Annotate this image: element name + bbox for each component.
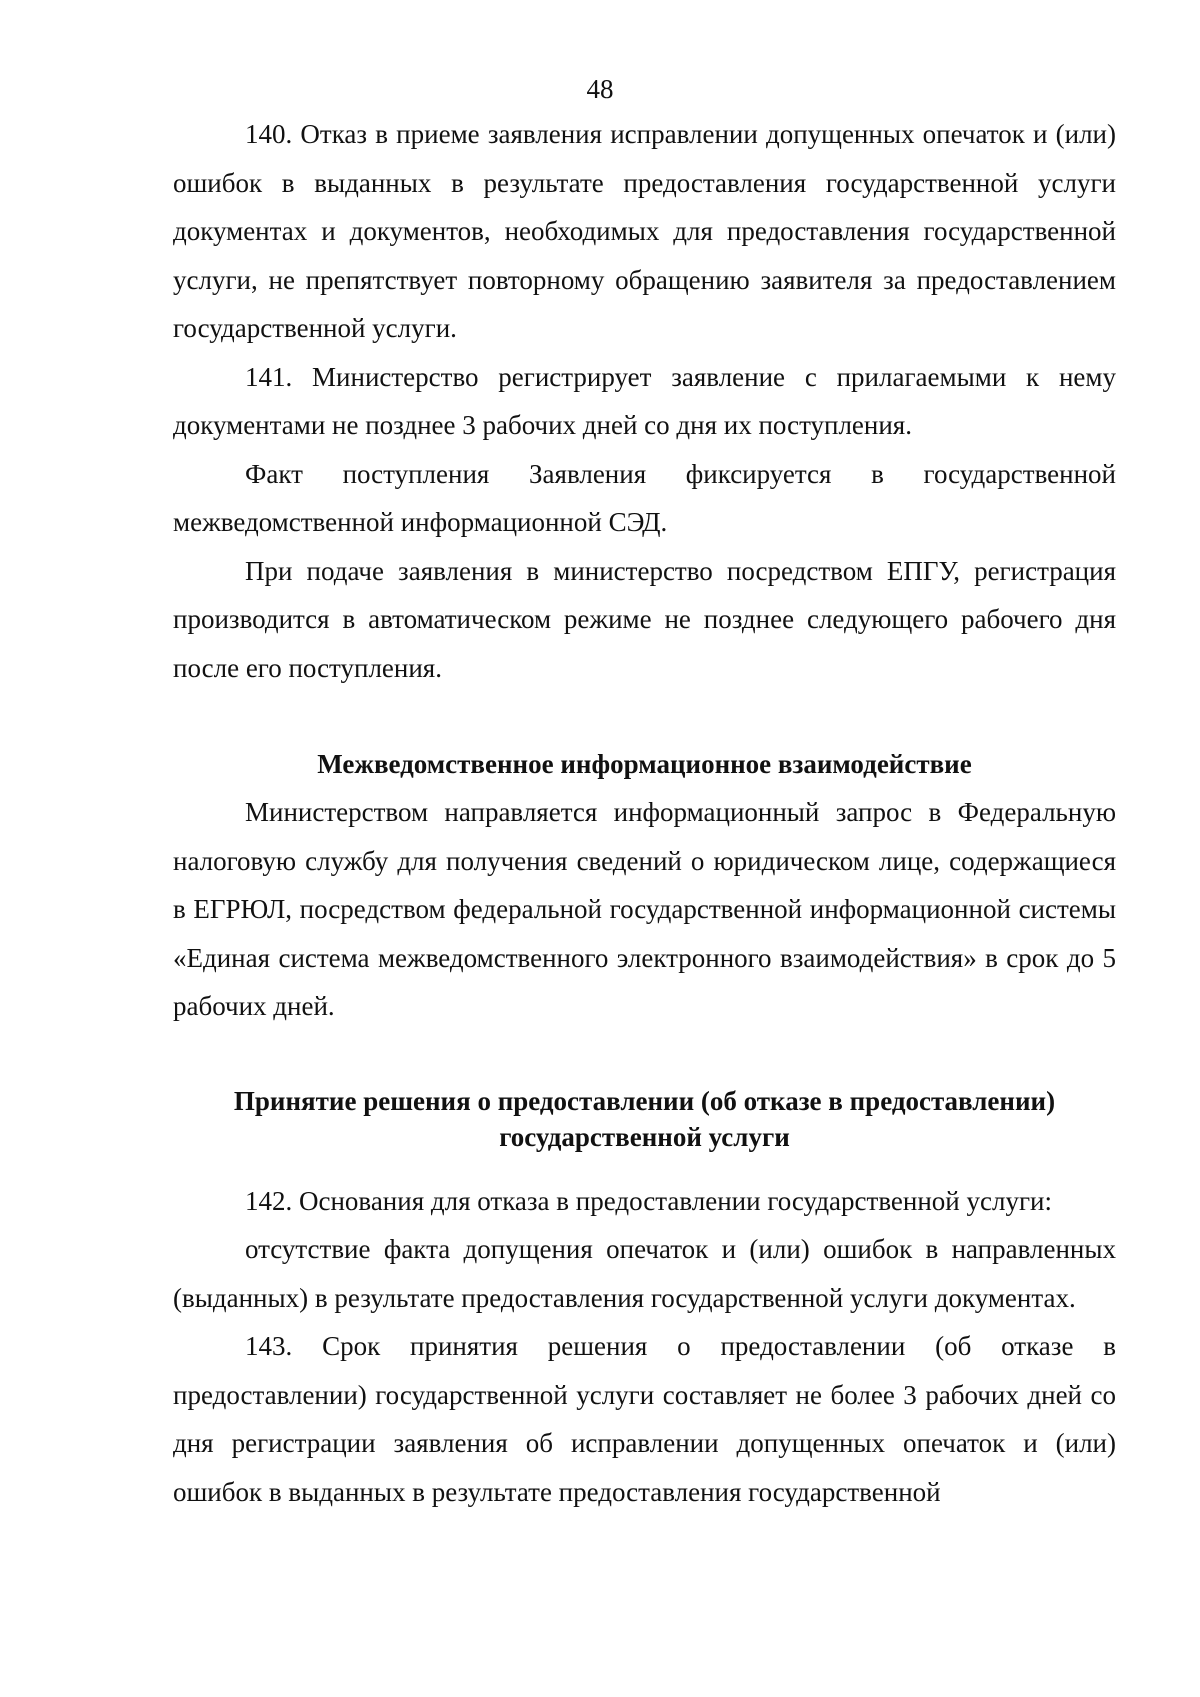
paragraph-141-fact: Факт поступления Заявления фиксируется в государственной межведомственной информационной СЭД.: [173, 458, 1116, 537]
section-spacer: [173, 1031, 1116, 1083]
section-spacer: [173, 692, 1116, 746]
heading-decision-line-2: государственной услуги: [499, 1121, 790, 1152]
paragraph-142-absence: отсутствие факта допущения опечаток и (или) ошибок в направленных (выданных) в результате предоставления государственной услуги документах.: [173, 1234, 1116, 1313]
paragraph-interagency-request: Министерством направляется информационный запрос в Федеральную налоговую службу для получения сведений о юридическом лице, содержащиеся в ЕГРЮЛ, посредством федеральной государственной информационной системы «Единая система межведомственного электронного взаимодействия» в срок до 5 рабочих дней.: [173, 797, 1116, 1021]
page-number: 48: [586, 74, 614, 104]
paragraph-142: 142. Основания для отказа в предоставлении государственной услуги:: [245, 1185, 1052, 1216]
heading-decision-line-1: Принятие решения о предоставлении (об отказе в предоставлении): [233, 1085, 1056, 1116]
paragraph-143: 143. Срок принятия решения о предоставлении (об отказе в предоставлении) государственной услуги составляет не более 3 рабочих дней со дня регистрации заявления об исправлении допущенных опечаток и (или) ошибок в выданных в результате предоставления государственной: [173, 1331, 1116, 1507]
paragraph-141-epgu: При подаче заявления в министерство посредством ЕПГУ, регистрация производится в автоматическом режиме не позднее следующего рабочего дня после его поступления.: [173, 555, 1116, 683]
paragraph-140: 140. Отказ в приеме заявления исправлении допущенных опечаток и (или) ошибок в выданных в результате предоставления государственной услуги документах и документов, необходимых для предоставления государственной услуги, не препятствует повторному обращению заявителя за предоставлением государственной услуги.: [173, 119, 1116, 343]
section-spacer: [173, 1155, 1116, 1177]
paragraph-141: 141. Министерство регистрирует заявление с прилагаемыми к нему документами не позднее 3 рабочих дней со дня их поступления.: [173, 361, 1116, 440]
heading-interagency: Межведомственное информационное взаимодействие: [317, 749, 972, 779]
document-body: [173, 110, 1116, 1516]
